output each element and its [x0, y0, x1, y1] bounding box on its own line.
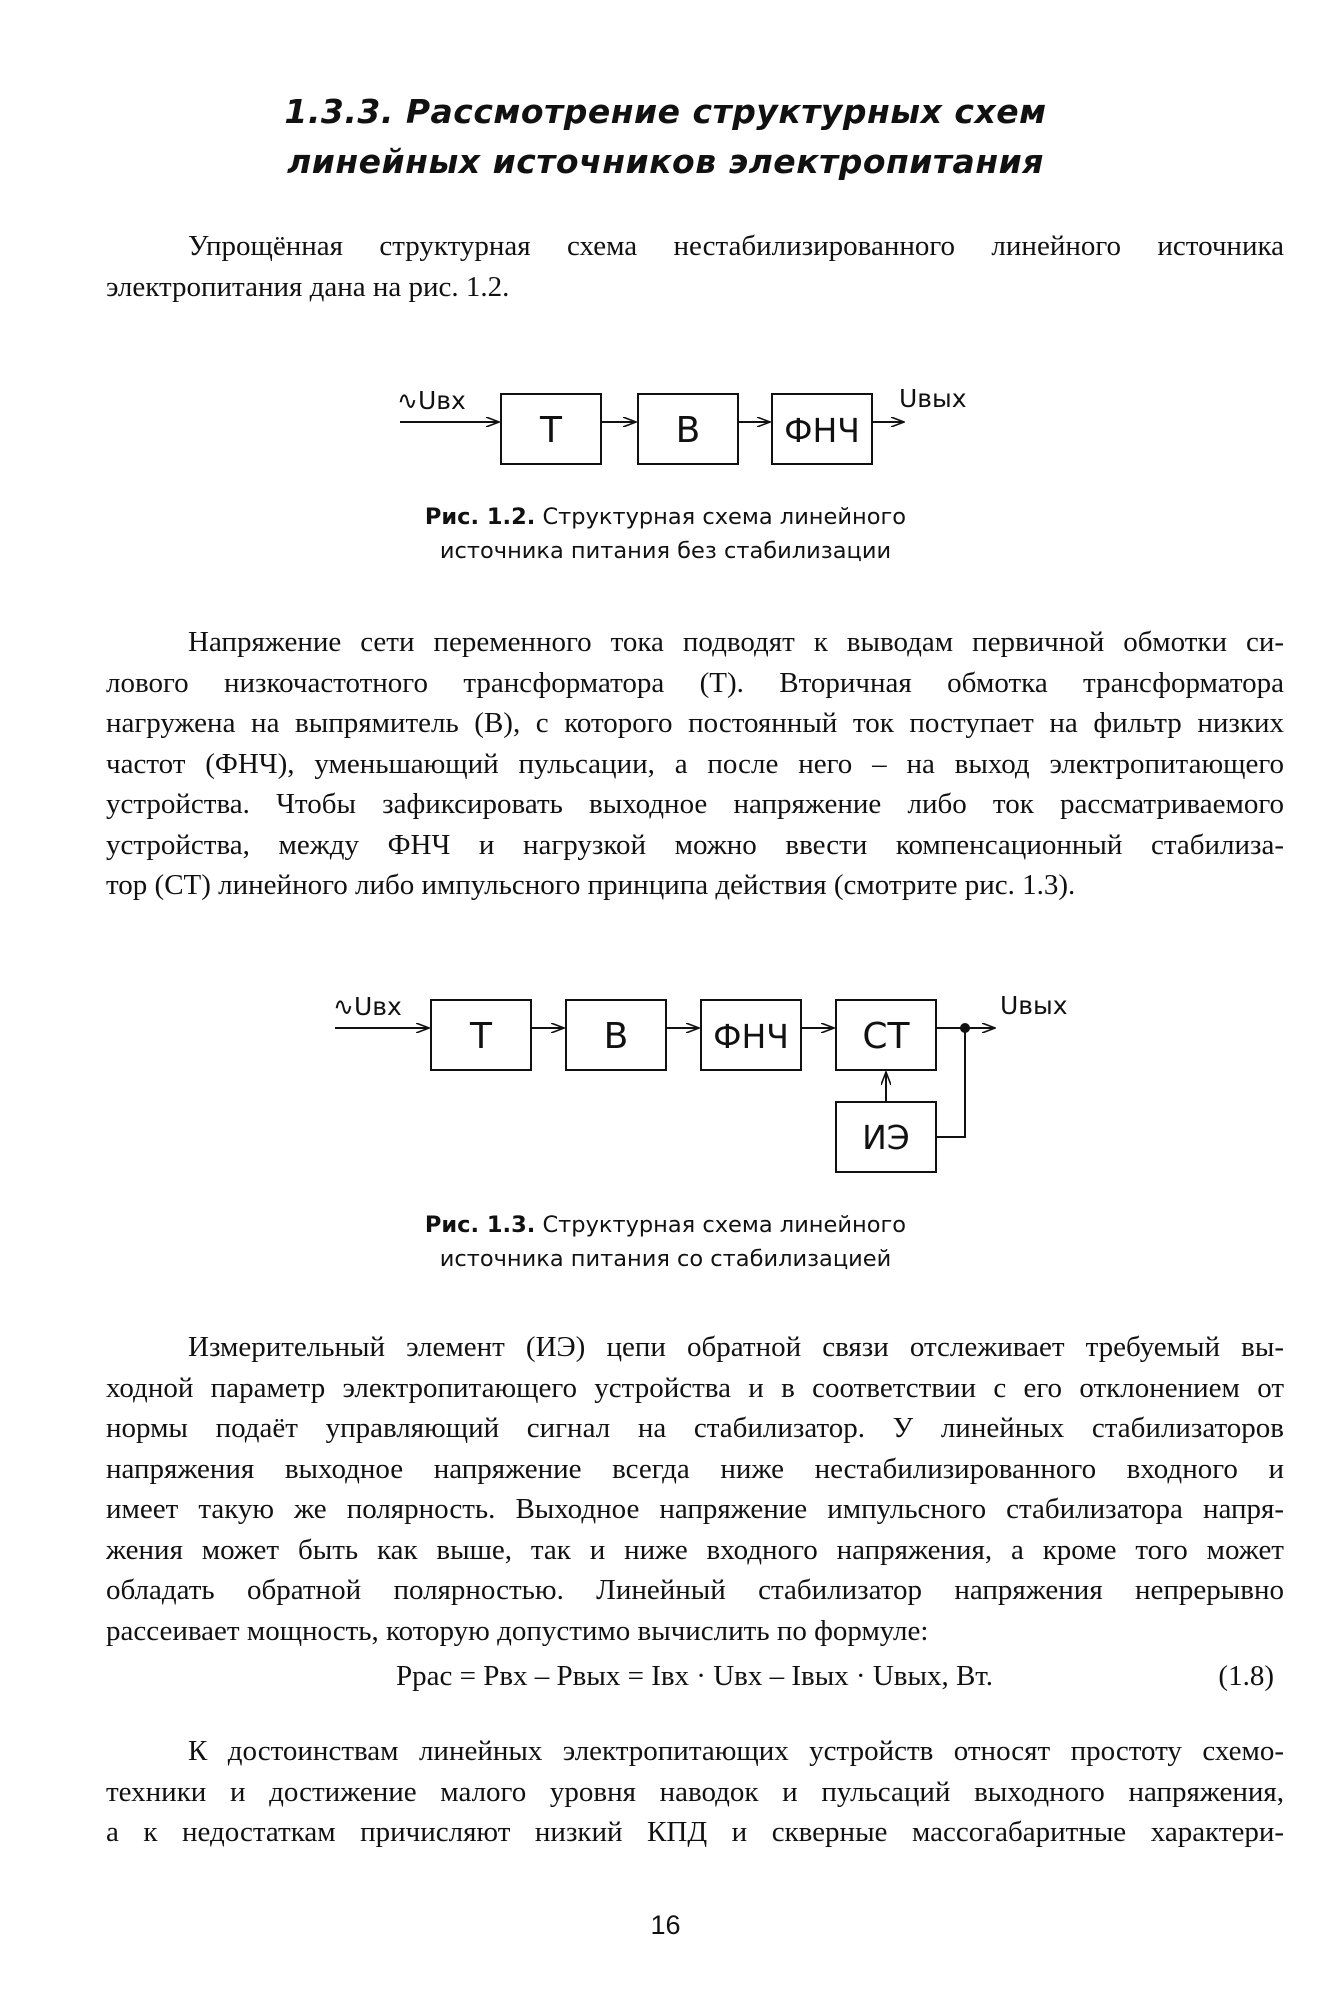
text-line: напряжения выходное напряжение всегда ниже нестабилизированного входного и	[106, 1452, 1284, 1485]
transformer-label: Т	[470, 1016, 492, 1057]
text-line: Напряжение сети переменного тока подводят к выводам первичной обмотки си-	[188, 626, 1284, 658]
output-voltage-label: Uвых	[1000, 991, 1068, 1020]
transformer-label: Т	[540, 410, 562, 451]
text-line: нагружена на выпрямитель (В), с которого постоянный ток поступает на фильтр низких	[106, 707, 1284, 739]
caption-figure-number: Рис. 1.3.	[424, 1212, 536, 1238]
text-line: обладать обратной полярностью. Линейный стабилизатор напряжения непрерывно	[106, 1574, 1284, 1606]
text-line: электропитания дана на рис. 1.2.	[106, 270, 510, 303]
input-voltage-label: ∿Uвх	[397, 386, 466, 415]
paragraph-intro	[106, 226, 1284, 307]
figure-1-2-diagram	[0, 370, 1331, 480]
paragraph-measuring-element	[106, 1327, 1284, 1651]
rectifier-label: В	[603, 1016, 629, 1057]
caption-text: Структурная схема линейного	[542, 1212, 907, 1238]
text-line: жения может быть как выше, так и ниже входного напряжения, а кроме того может	[106, 1533, 1284, 1566]
section-title-line-1: 1.3.3. Рассмотрение структурных схем	[284, 92, 1047, 131]
output-voltage-label: Uвых	[899, 384, 967, 413]
text-line: Измерительный элемент (ИЭ) цепи обратной связи отслеживает требуемый вы-	[188, 1331, 1284, 1363]
figure-1-3-diagram	[0, 975, 1331, 1195]
caption-line-2: источника питания со стабилизацией	[439, 1246, 892, 1272]
input-voltage-label: ∿Uвх	[333, 992, 402, 1021]
caption-text: Структурная схема линейного	[542, 504, 907, 530]
section-title-line-2: линейных источников электропитания	[287, 142, 1044, 181]
stabilizer-label: СТ	[862, 1016, 910, 1057]
text-line: имеет такую же полярность. Выходное напряжение импульсного стабилизатора напря-	[106, 1493, 1284, 1525]
figure-1-2-caption	[0, 500, 1331, 568]
text-line: нормы подаёт управляющий сигнал на стабилизатор. У линейных стабилизаторов	[106, 1412, 1284, 1444]
text-line: рассеивает мощность, которую допустимо вычислить по формуле:	[106, 1614, 929, 1647]
text-line: тор (СТ) линейного либо импульсного принципа действия (смотрите рис. 1.3).	[106, 869, 1076, 901]
text-line: устройства. Чтобы зафиксировать выходное напряжение либо ток рассматриваемого	[106, 788, 1284, 820]
text-line: устройства, между ФНЧ и нагрузкой можно ввести компенсационный стабилиза-	[106, 828, 1284, 861]
figure-1-3-caption	[0, 1208, 1331, 1276]
rectifier-label: В	[675, 410, 701, 451]
measuring-element-label: ИЭ	[862, 1118, 910, 1157]
formula-number: (1.8)	[1218, 1660, 1274, 1692]
lowpass-filter-label: ФНЧ	[784, 411, 860, 450]
formula-expression: Pрас = Pвх – Pвых = Iвх · Uвх – Iвых · Uвых, Вт.	[396, 1660, 994, 1692]
feedback-line	[936, 1028, 965, 1137]
text-line: ходной параметр электропитающего устройства и в соответствии с его отклонением от	[106, 1371, 1284, 1404]
text-line: техники и достижение малого уровня наводок и пульсаций выходного напряжения,	[106, 1775, 1284, 1808]
text-line: К достоинствам линейных электропитающих устройств относят простоту схемо-	[188, 1735, 1284, 1767]
lowpass-filter-label: ФНЧ	[713, 1017, 789, 1056]
caption-line-1	[0, 500, 1331, 534]
formula-1-8	[106, 1660, 1284, 1700]
caption-line-1	[0, 1208, 1331, 1242]
text-line: лового низкочастотного трансформатора (Т). Вторичная обмотка трансформатора	[106, 666, 1284, 699]
text-line: Упрощённая структурная схема нестабилизированного линейного источника	[188, 230, 1284, 262]
caption-line-2: источника питания без стабилизации	[439, 538, 892, 564]
text-line: частот (ФНЧ), уменьшающий пульсации, а после него – на выход электропитающего	[106, 747, 1284, 780]
caption-figure-number: Рис. 1.2.	[424, 504, 536, 530]
paragraph-transformer-description	[106, 622, 1284, 906]
paragraph-advantages	[106, 1731, 1284, 1853]
text-line: а к недостаткам причисляют низкий КПД и скверные массогабаритные характери-	[106, 1816, 1284, 1848]
page-number: 16	[650, 1910, 681, 1940]
